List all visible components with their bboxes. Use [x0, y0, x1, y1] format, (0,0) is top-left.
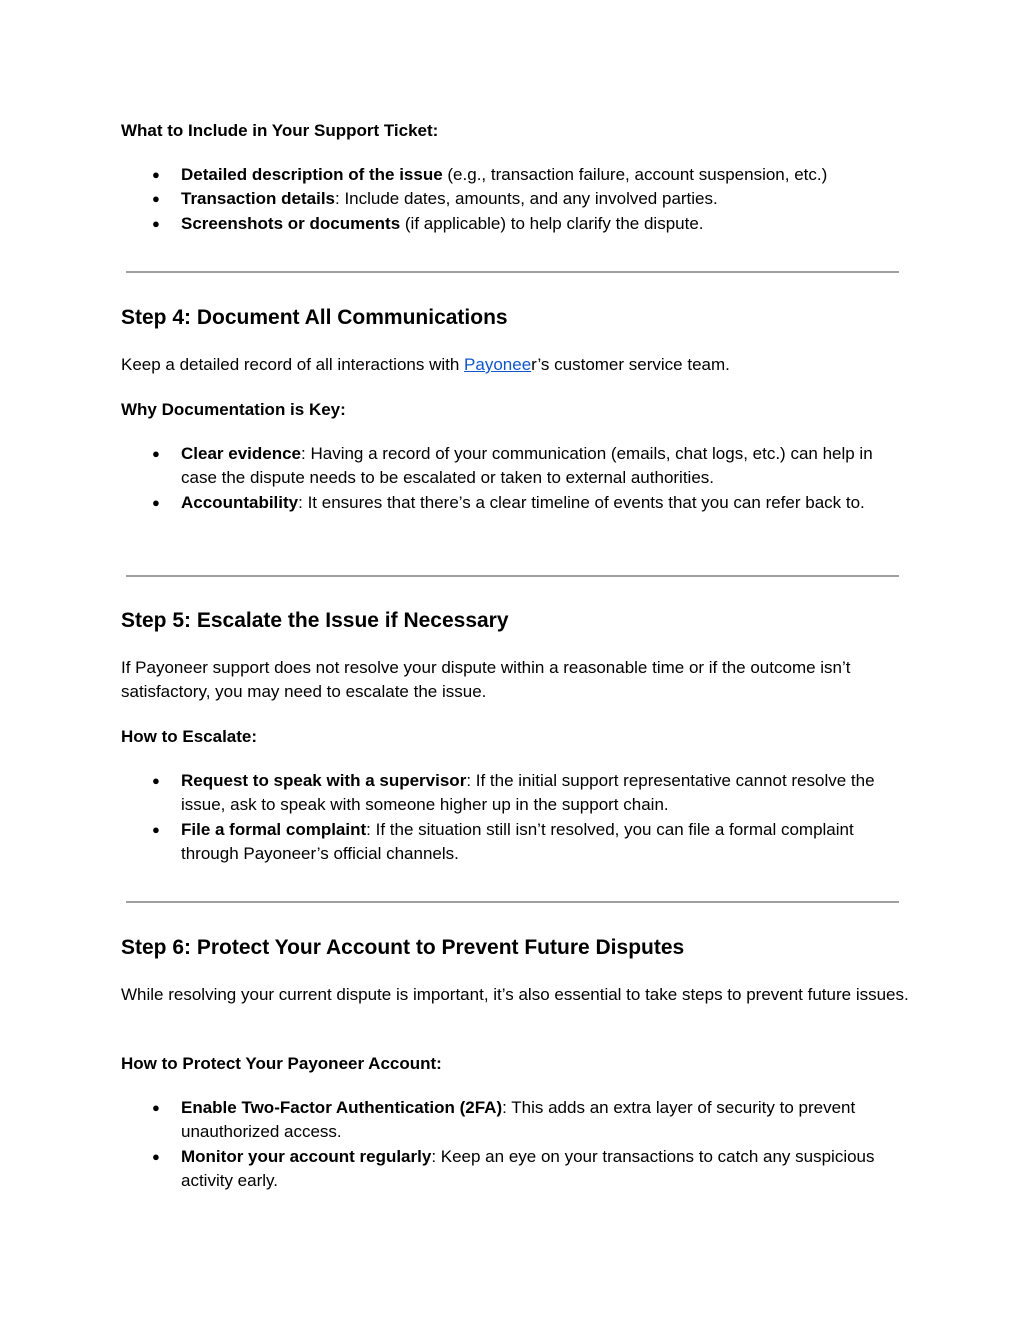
- ticket-subheading: What to Include in Your Support Ticket:: [121, 121, 439, 140]
- bullet-icon: ●: [152, 191, 160, 207]
- list-item-text: : Include dates, amounts, and any involved parties.: [335, 189, 718, 209]
- horizontal-divider: [126, 901, 899, 903]
- list-item-bold: Transaction details: [181, 189, 335, 209]
- bullet-icon: ●: [152, 773, 160, 788]
- step4-intro-text-end: r’s customer service team.: [531, 355, 730, 374]
- list-item-bold: Enable Two-Factor Authentication (2FA): [181, 1098, 503, 1117]
- bullet-icon: ●: [152, 1100, 160, 1115]
- step5-subheading: How to Escalate:: [121, 727, 258, 746]
- bullet-icon: ●: [152, 167, 160, 182]
- step4-subheading: Why Documentation is Key:: [121, 400, 346, 419]
- bullet-icon: ●: [152, 821, 160, 837]
- list-item: [121, 163, 911, 187]
- step5-heading: Step 5: Escalate the Issue if Necessary: [121, 609, 509, 632]
- list-item: [121, 1145, 911, 1194]
- list-item-text: : Keep an eye on your transactions to catch any suspicious activity early.: [181, 1146, 875, 1191]
- list-item-text: : Having a record of your communication (emails, chat logs, etc.) can help in case the dispute needs to be escalated or taken to external authorities.: [181, 444, 873, 488]
- list-item-text: : It ensures that there’s a clear timeline of events that you can refer back to.: [298, 492, 865, 512]
- list-item-text: : This adds an extra layer of security to prevent unauthorized access.: [181, 1098, 856, 1142]
- list-item-text: (e.g., transaction failure, account suspension, etc.): [442, 165, 828, 184]
- list-item-bold: Monitor your account regularly: [181, 1146, 432, 1166]
- list-item-bold: File a formal complaint: [181, 819, 367, 839]
- step4-intro: [121, 353, 911, 377]
- payoneer-link[interactable]: Payonee: [464, 355, 532, 374]
- list-item-bold: Screenshots or documents: [181, 213, 401, 233]
- step4-heading: Step 4: Document All Communications: [121, 306, 508, 329]
- list-item: [121, 212, 911, 236]
- step6-bullet-list: [121, 1096, 911, 1194]
- list-item: [121, 442, 911, 491]
- step4-intro-text: Keep a detailed record of all interactions with: [121, 355, 465, 374]
- list-item-bold: Accountability: [181, 492, 299, 512]
- list-item: [121, 769, 911, 818]
- list-item-text: (if applicable) to help clarify the dispute.: [400, 213, 704, 233]
- horizontal-divider: [126, 575, 899, 577]
- list-item-text: : If the initial support representative cannot resolve the issue, ask to speak with someone higher up in the support chain.: [181, 771, 875, 815]
- list-item-bold: Clear evidence: [181, 444, 302, 463]
- step4-bullet-list: [121, 442, 911, 515]
- list-item: [121, 491, 911, 515]
- step6-intro: While resolving your current dispute is important, it’s also essential to take steps to prevent future issues.: [121, 985, 909, 1004]
- list-item-bold: Detailed description of the issue: [181, 165, 443, 184]
- bullet-icon: ●: [152, 215, 160, 231]
- list-item: [121, 1096, 911, 1145]
- step5-bullet-list: [121, 769, 911, 867]
- bullet-icon: ●: [152, 446, 160, 461]
- ticket-bullet-list: [121, 163, 911, 236]
- horizontal-divider: [126, 271, 899, 273]
- bullet-icon: ●: [152, 1148, 160, 1164]
- bullet-icon: ●: [152, 494, 160, 510]
- step6-subheading: How to Protect Your Payoneer Account:: [121, 1054, 442, 1073]
- list-item: [121, 187, 911, 211]
- list-item: [121, 818, 911, 867]
- list-item-text: : If the situation still isn’t resolved, you can file a formal complaint through Payoneer’s official channels.: [181, 819, 854, 864]
- step6-heading: Step 6: Protect Your Account to Prevent Future Disputes: [121, 936, 685, 959]
- step5-intro: If Payoneer support does not resolve your dispute within a reasonable time or if the outcome isn’t satisfactory, you may need to escalate the issue.: [121, 658, 851, 702]
- list-item-bold: Request to speak with a supervisor: [181, 771, 467, 790]
